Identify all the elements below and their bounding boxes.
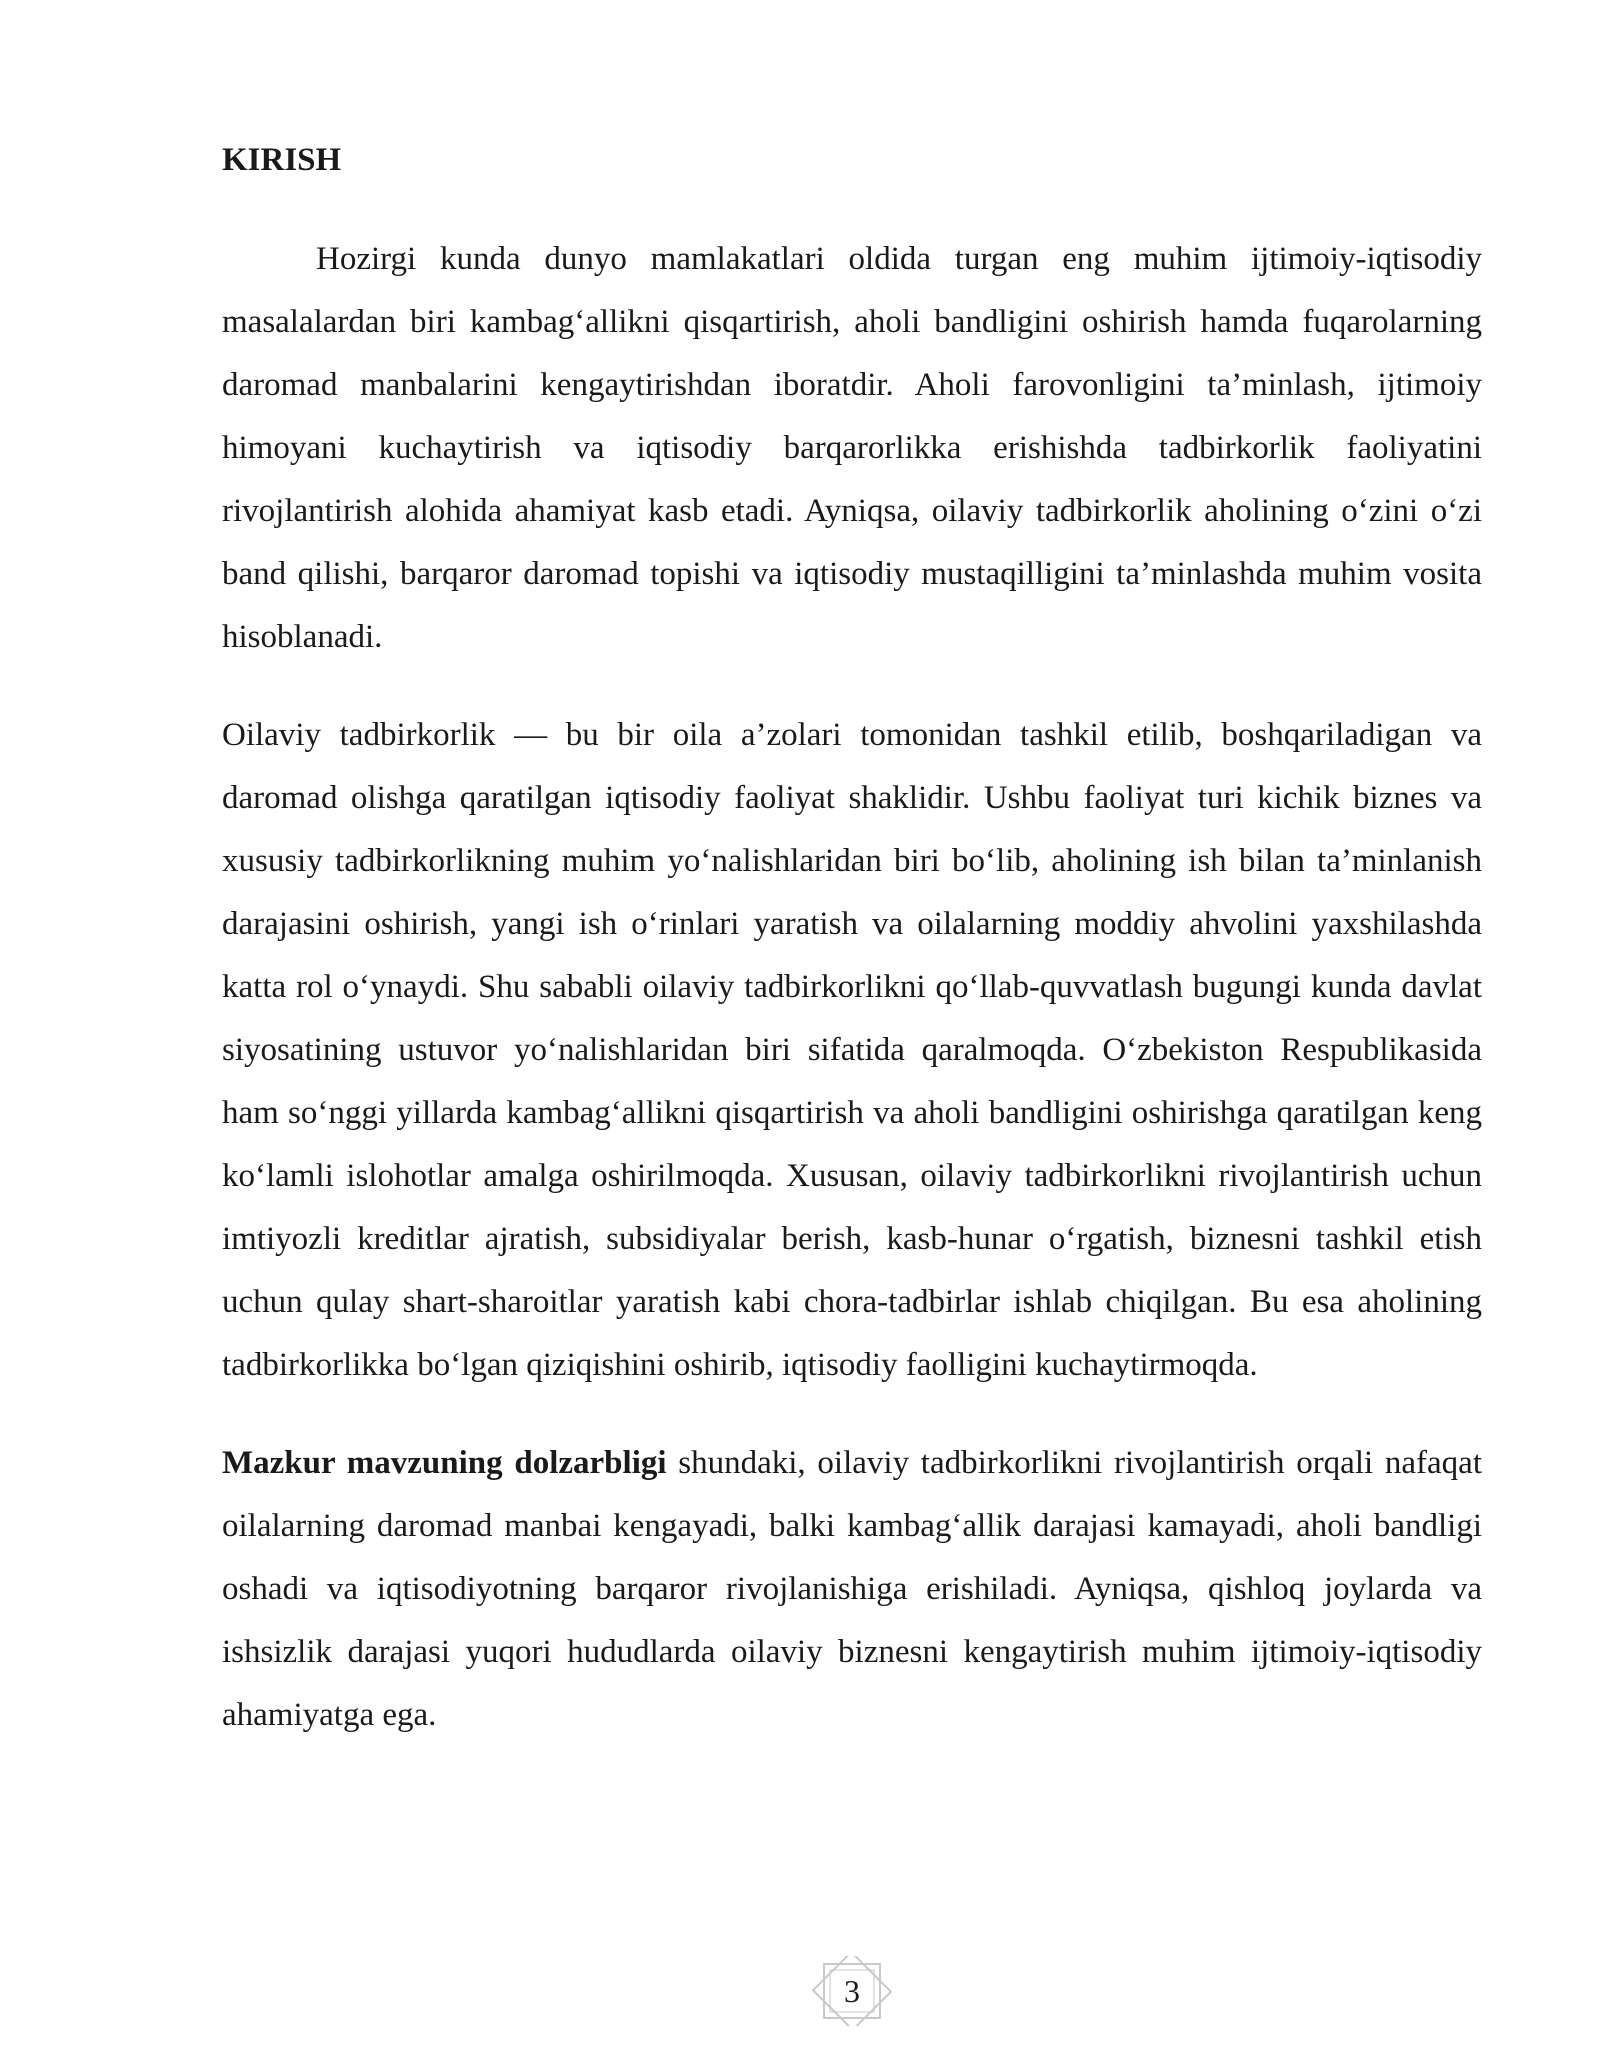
document-page bbox=[222, 140, 1482, 1782]
relevance-bold-lead: Mazkur mavzuning dolzarbligi bbox=[222, 1445, 667, 1481]
page-number: 3 bbox=[844, 1973, 860, 2009]
relevance-paragraph bbox=[222, 1432, 1482, 1747]
relevance-text: shundaki, oilaviy tadbirkorlikni rivojlantirish orqali nafaqat oilalarning daromad manbai kengayadi, balki kambag‘allik darajasi kamayadi, aholi bandligi oshadi va iqtisodiyotning barqaror rivojlanishiga erishiladi. Ayniqsa, qishloq joylarda va ishsizlik darajasi yuqori hududlarda oilaviy biznesni kengaytirish muhim ijtimoiy-iqtisodiy ahamiyatga ega. bbox=[222, 1445, 1482, 1733]
page-number-block bbox=[812, 1956, 892, 2026]
intro-paragraph: Hozirgi kunda dunyo mamlakatlari oldida turgan eng muhim ijtimoiy-iqtisodiy masalalardan biri kambag‘allikni qisqartirish, aholi bandligini oshirish hamda fuqarolarning daromad manbalarini kengaytirishdan iboratdir. Aholi farovonligini ta’minlash, ijtimoiy himoyani kuchaytirish va iqtisodiy barqarorlikka erishishda tadbirkorlik faoliyatini rivojlantirish alohida ahamiyat kasb etadi. Ayniqsa, oilaviy tadbirkorlik aholining o‘zini o‘zi band qilishi, barqaror daromad topishi va iqtisodiy mustaqilligini ta’minlashda muhim vosita hisoblanadi. bbox=[222, 241, 1482, 655]
body-paragraph: Oilaviy tadbirkorlik — bu bir oila a’zolari tomonidan tashkil etilib, boshqariladigan va daromad olishga qaratilgan iqtisodiy faoliyat shaklidir. Ushbu faoliyat turi kichik biznes va xususiy tadbirkorlikning muhim yo‘nalishlaridan biri bo‘lib, aholining ish bilan ta’minlanish darajasini oshirish, yangi ish o‘rinlari yaratish va oilalarning moddiy ahvolini yaxshilashda katta rol o‘ynaydi. Shu sababli oilaviy tadbirkorlikni qo‘llab-quvvatlash bugungi kunda davlat siyosatining ustuvor yo‘nalishlaridan biri sifatida qaralmoqda. O‘zbekiston Respublikasida ham so‘nggi yillarda kambag‘allikni qisqartirish va aholi bandligini oshirishga qaratilgan keng ko‘lamli islohotlar amalga oshirilmoqda. Xususan, oilaviy tadbirkorlikni rivojlantirish uchun imtiyozli kreditlar ajratish, subsidiyalar berish, kasb-hunar o‘rgatish, biznesni tashkil etish uchun qulay shart-sharoitlar yaratish kabi chora-tadbirlar ishlab chiqilgan. Bu esa aholining tadbirkorlikka bo‘lgan qiziqishini oshirib, iqtisodiy faolligini kuchaytirmoqda. bbox=[222, 717, 1482, 1383]
section-heading: KIRISH bbox=[222, 142, 342, 178]
